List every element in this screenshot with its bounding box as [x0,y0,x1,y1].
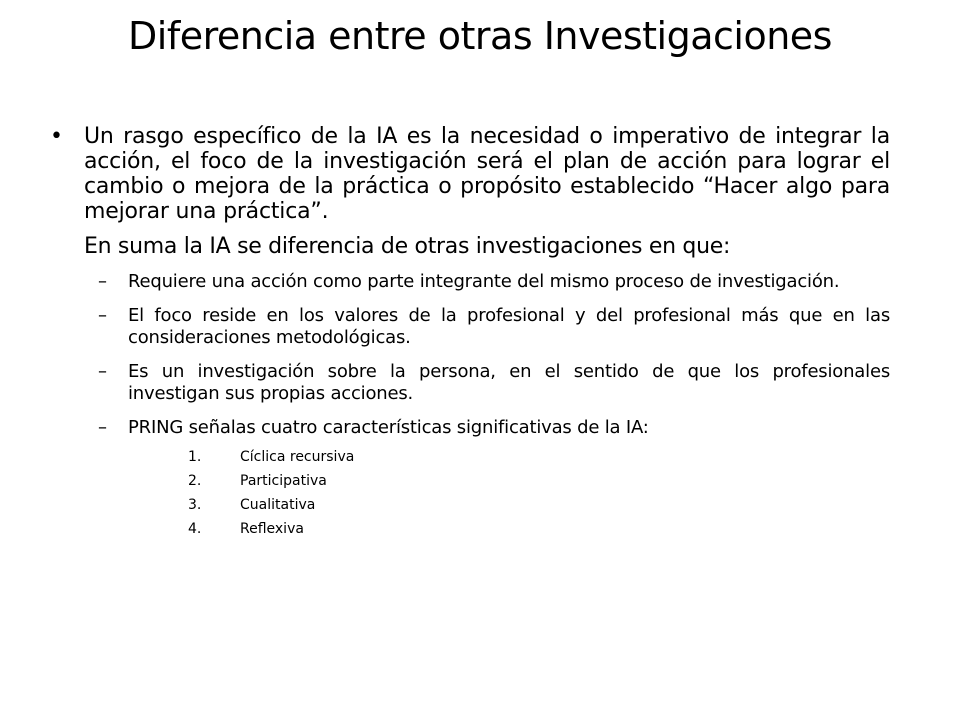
bullet-dot-icon: • [50,124,63,149]
slide-title: Diferencia entre otras Investigaciones [128,14,832,58]
sub-item-3 [98,361,890,405]
sub-item-1 [98,271,890,293]
sub-item-4 [98,417,890,439]
sub-item-text: Es un investigación sobre la persona, en el sentido de que los profesionales investigan sus propias acciones. [128,361,890,404]
list-item [188,497,890,513]
summary-paragraph: En suma la IA se diferencia de otras investigaciones en que: [84,234,731,259]
sub-item-text: PRING señalas cuatro características significativas de la IA: [128,417,649,438]
slide-content [50,124,890,545]
list-number: 1. [188,449,202,465]
list-item [188,521,890,537]
sub-item-text: Requiere una acción como parte integrante del mismo proceso de investigación. [128,271,840,292]
list-item [188,473,890,489]
dash-icon: – [98,271,107,292]
dash-icon: – [98,361,107,382]
main-bullet-text: Un rasgo específico de la IA es la necesidad o imperativo de integrar la acción, el foco de la investigación será el plan de acción para lograr el cambio o mejora de la práctica o propósito establecido “Hacer algo para mejorar una práctica”. [84,124,890,224]
sub-item-2 [98,305,890,349]
list-item [188,449,890,465]
numbered-list [84,449,890,537]
list-number: 4. [188,521,202,537]
list-item-text: Cíclica recursiva [240,449,355,465]
dash-icon: – [98,305,107,326]
list-item-text: Cualitativa [240,497,316,513]
list-number: 3. [188,497,202,513]
dash-icon: – [98,417,107,438]
sub-item-text: El foco reside en los valores de la profesional y del profesional más que en las consideraciones metodológicas. [128,305,890,348]
list-item-text: Participativa [240,473,327,489]
main-bullet [50,124,890,224]
list-number: 2. [188,473,202,489]
list-item-text: Reflexiva [240,521,304,537]
